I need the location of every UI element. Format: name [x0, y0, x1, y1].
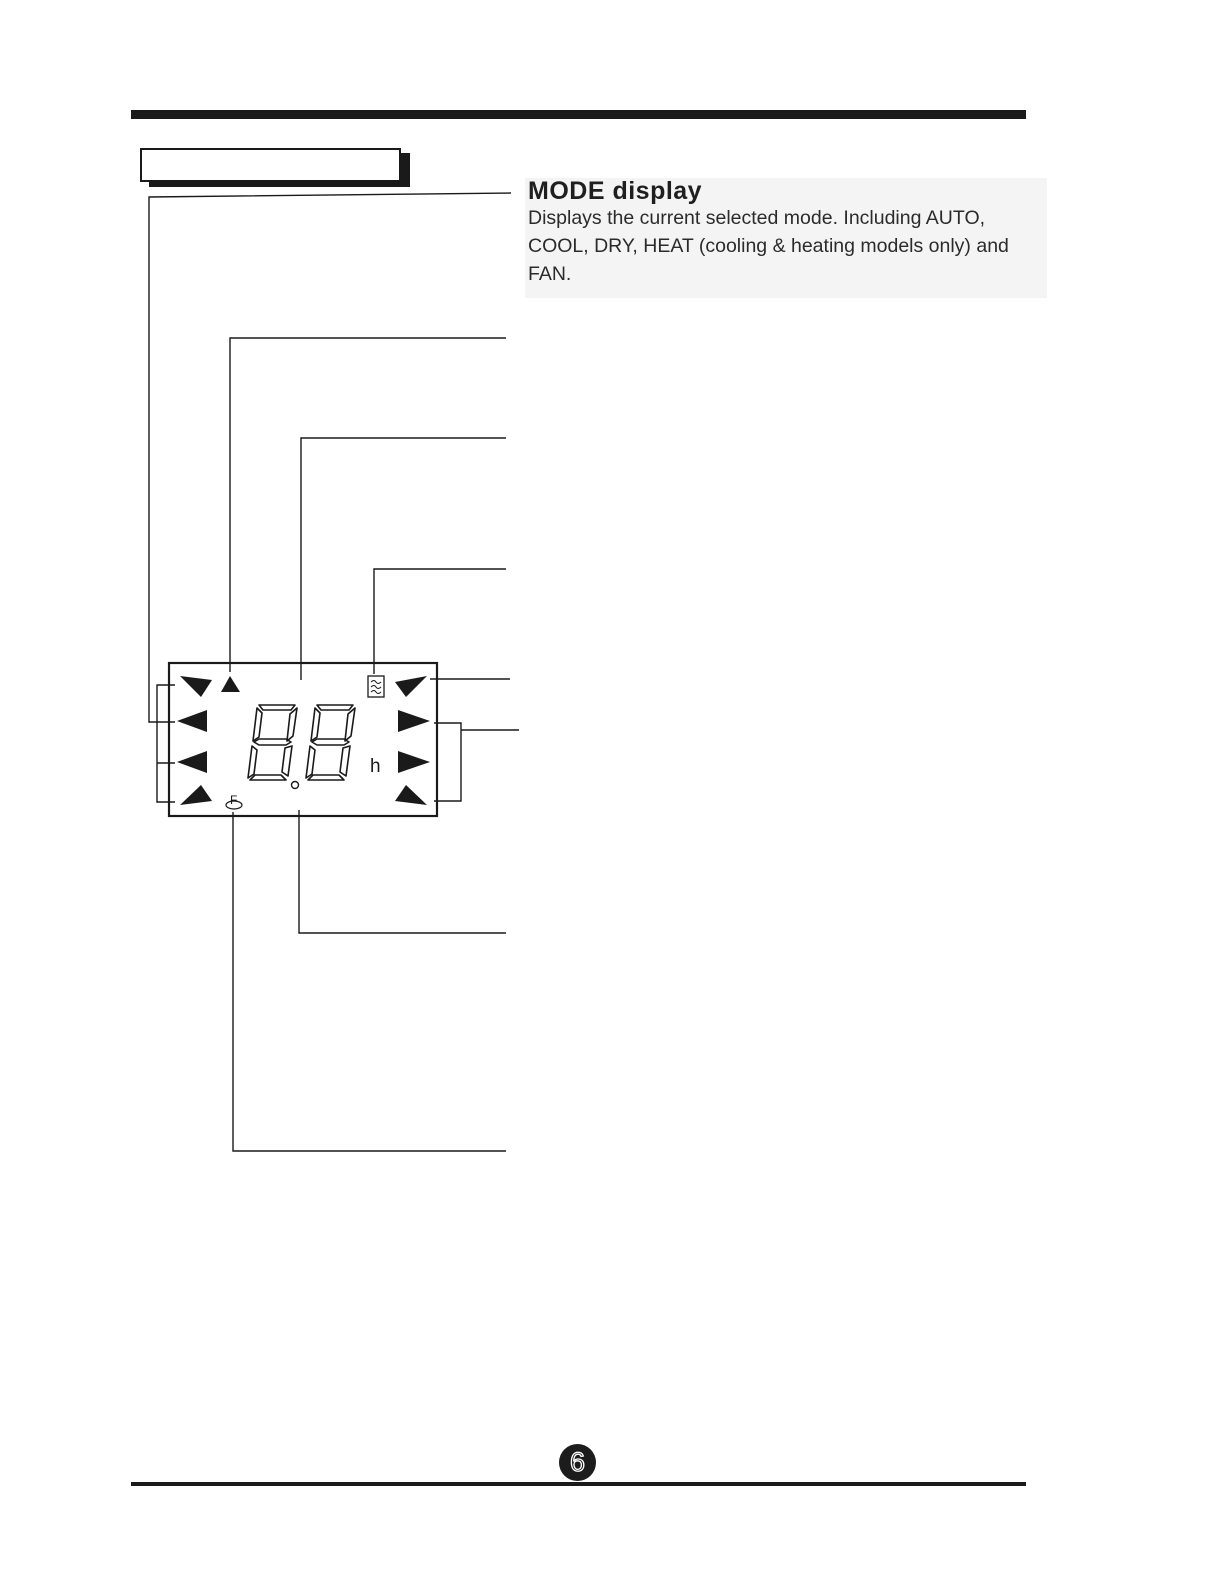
- mode-arrow-icon-1: [180, 676, 212, 697]
- leader-lines: [149, 193, 519, 1151]
- leader-degree: [299, 810, 506, 933]
- temp-unit-label: F: [230, 793, 238, 807]
- hour-unit-label: h: [370, 756, 381, 777]
- fan-arrow-icon: [221, 676, 240, 692]
- heater-icon: [368, 676, 384, 697]
- page-number-badge: 6: [559, 1444, 596, 1481]
- mode-arrow-icon-2: [177, 710, 207, 732]
- timer-arrow-icon-2: [398, 710, 430, 732]
- mode-arrow-icon-3: [177, 751, 207, 773]
- mode-display-description: Displays the current selected mode. Including AUTO, COOL, DRY, HEAT (cooling & heating models only) and FAN.: [528, 207, 1009, 285]
- mode-arrow-icons: [177, 676, 212, 805]
- leader-mode-bracket: [157, 685, 175, 802]
- leader-heater: [374, 569, 506, 674]
- timer-arrow-icons: [395, 676, 430, 805]
- leader-digits: [301, 438, 506, 680]
- timer-arrow-icon-3: [398, 751, 430, 773]
- timer-arrow-icon-1: [395, 676, 427, 697]
- degree-icon: [292, 782, 299, 789]
- leader-fahrenheit: [233, 812, 506, 1151]
- mode-display-title: MODE display: [528, 177, 703, 205]
- leader-fan: [230, 338, 506, 672]
- leader-mode: [149, 193, 511, 722]
- lcd-frame: [169, 663, 437, 816]
- fahrenheit-icon: [226, 793, 242, 809]
- mode-arrow-icon-4: [180, 785, 212, 805]
- seven-segment-digits: [248, 705, 355, 780]
- timer-arrow-icon-4: [395, 785, 427, 805]
